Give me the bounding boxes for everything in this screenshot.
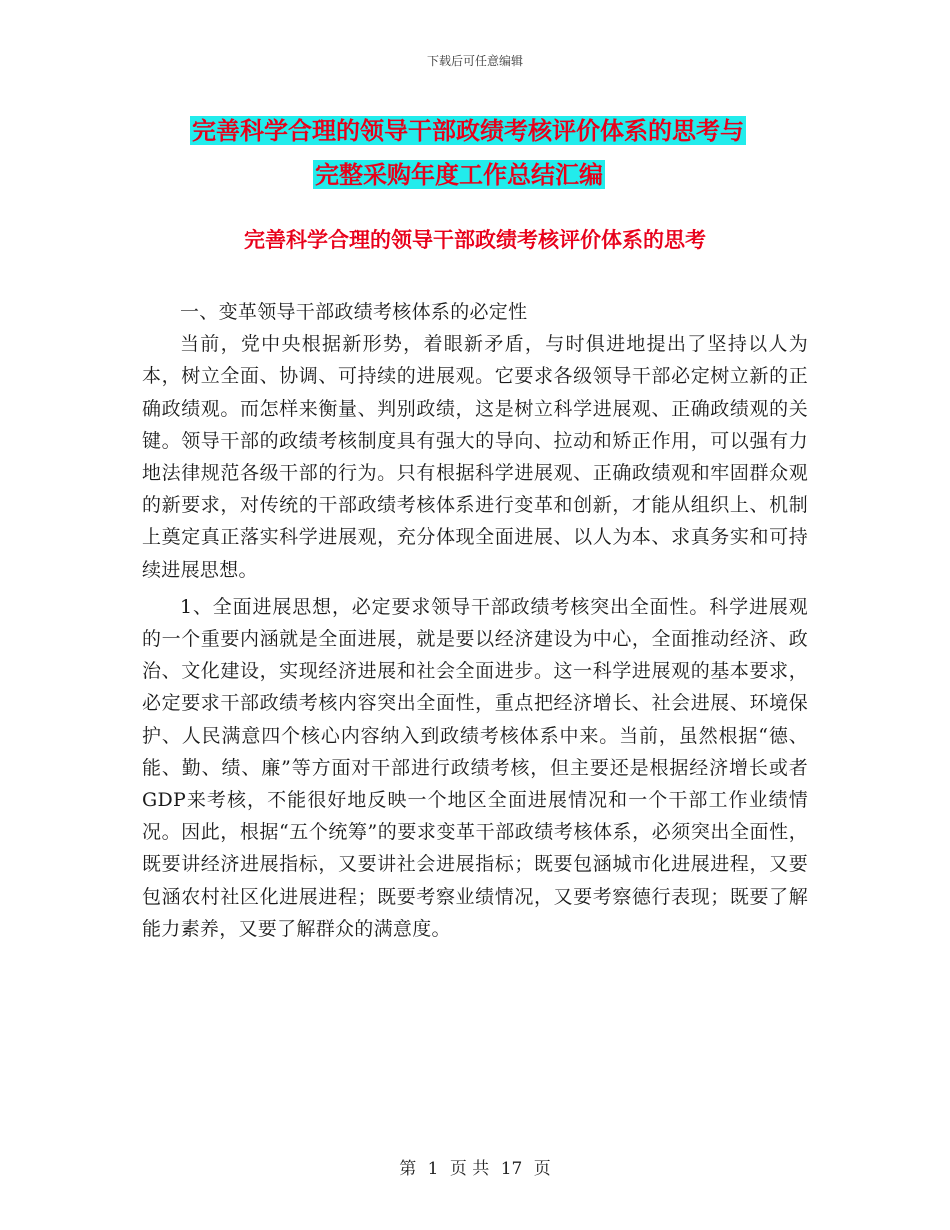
title-line-1-text: 完善科学合理的领导干部政绩考核评价体系的思考与: [192, 116, 744, 145]
footer-page-number: 1: [427, 1159, 439, 1179]
document-title-line-2: [313, 160, 933, 190]
footer-prefix: 第: [399, 1159, 417, 1179]
document-body: [142, 296, 808, 945]
section-heading: 一、变革领导干部政绩考核体系的必定性: [180, 301, 528, 323]
paragraph-1: 当前，党中央根据新形势，着眼新矛盾，与时俱进地提出了坚持以人为本，树立全面、协调、可持续的进展观。它要求各级领导干部必定树立新的正确政绩观。而怎样来衡量、判别政绩，这是树立科学进展观、正确政绩观的关键。领导干部的政绩考核制度具有强大的导向、拉动和矫正作用，可以强有力地法律规范各级干部的行为。只有根据科学进展观、正确政绩观和牢固群众观的新要求，对传统的干部政绩考核体系进行变革和创新，才能从组织上、机制上奠定真正落实科学进展观，充分体现全面进展、以人为本、求真务实和可持续进展思想。: [142, 333, 808, 581]
footer-suffix: 页: [533, 1159, 551, 1179]
title-line-2-text: 完整采购年度工作总结汇编: [315, 160, 603, 189]
document-title-line-1: [190, 116, 810, 146]
page-footer: [0, 1154, 950, 1179]
page-header: 下载后可任意编辑: [426, 54, 523, 68]
footer-total-pages: 17: [500, 1159, 523, 1179]
footer-middle: 页 共: [449, 1159, 490, 1179]
section-title: 完善科学合理的领导干部政绩考核评价体系的思考: [244, 227, 706, 252]
paragraph-2: 1、全面进展思想，必定要求领导干部政绩考核突出全面性。科学进展观的一个重要内涵就是全面进展，就是要以经济建设为中心，全面推动经济、政治、文化建设，实现经济进展和社会全面进步。这一科学进展观的基本要求，必定要求干部政绩考核内容突出全面性，重点把经济增长、社会进展、环境保护、人民满意四个核心内容纳入到政绩考核体系中来。当前，虽然根据“德、能、勤、绩、廉”等方面对干部进行政绩考核，但主要还是根据经济增长或者GDP来考核，不能很好地反映一个地区全面进展情况和一个干部工作业绩情况。因此，根据“五个统筹”的要求变革干部政绩考核体系，必须突出全面性，既要讲经济进展指标，又要讲社会进展指标；既要包涵城市化进展进程，又要包涵农村社区化进展进程；既要考察业绩情况，又要考察德行表现；既要了解能力素养，又要了解群众的满意度。: [142, 595, 808, 940]
